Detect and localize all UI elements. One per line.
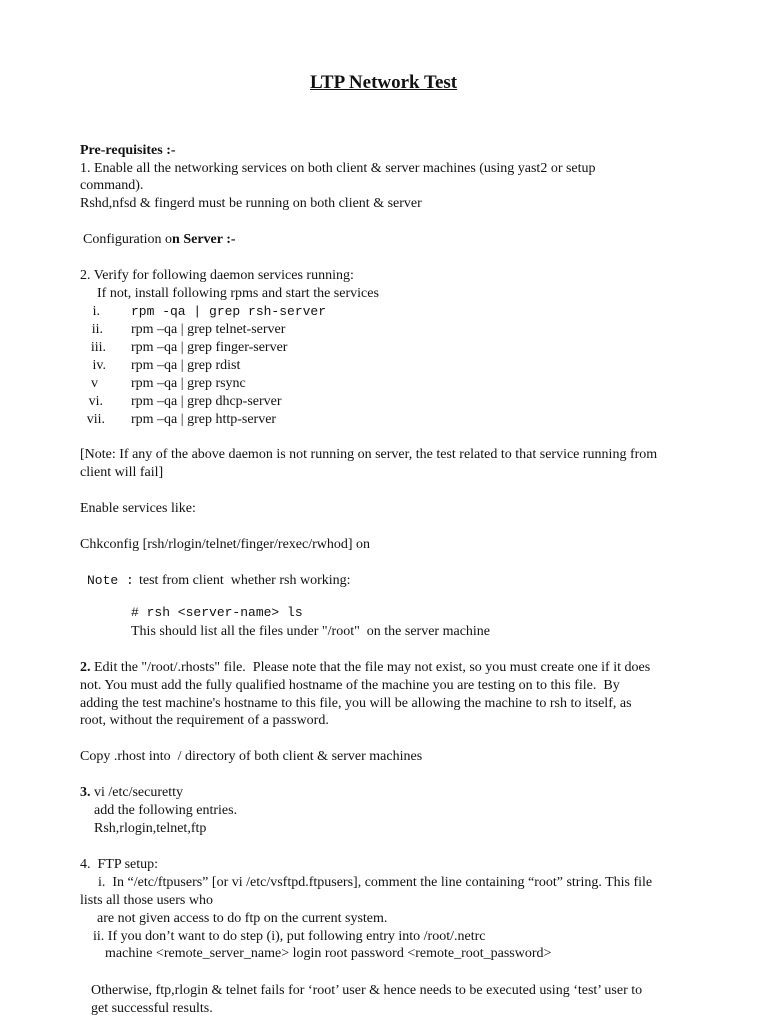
list-item-number: vii. bbox=[86, 412, 105, 427]
note-line-2: client will fail] bbox=[80, 465, 164, 480]
list-item-text: rpm –qa | grep telnet-server bbox=[131, 322, 286, 337]
rsh-command: # rsh <server-name> ls bbox=[131, 605, 303, 620]
list-item-number: ii. bbox=[91, 322, 103, 337]
step2b-line-2: not. You must add the fully qualified hostname of the machine you are testing on to this file. By bbox=[80, 678, 620, 693]
list-item-text: rpm –qa | grep rdist bbox=[131, 358, 241, 373]
note2-label: Note : bbox=[87, 573, 134, 588]
step2b-line-3: adding the test machine's hostname to this file, you will be allowing the machine to rsh to itself, as bbox=[80, 696, 632, 711]
step2-line-1: 2. Verify for following daemon services running: bbox=[80, 268, 354, 283]
note2-text: test from client whether rsh working: bbox=[139, 573, 351, 588]
list-item-text: rpm –qa | grep finger-server bbox=[131, 340, 288, 355]
prereq-line-1a: 1. Enable all the networking services on both client & server machines (using yast2 or setup bbox=[80, 161, 596, 176]
config-prefix: Configuration o bbox=[83, 232, 173, 247]
list-item-text: rpm -qa | grep rsh-server bbox=[131, 304, 327, 319]
step4-line-4: are not given access to do ftp on the current system. bbox=[97, 911, 388, 926]
list-item-number: i. bbox=[92, 304, 100, 319]
list-item-number: v bbox=[91, 376, 98, 391]
prereq-line-1b: command). bbox=[80, 178, 144, 193]
step3-number: 3. bbox=[80, 785, 91, 800]
page-title: LTP Network Test bbox=[310, 72, 458, 93]
step4-line-6: machine <remote_server_name> login root password <remote_root_password> bbox=[105, 946, 552, 961]
config-heading bbox=[83, 231, 236, 248]
list-item-text: rpm –qa | grep dhcp-server bbox=[131, 394, 282, 409]
step3-text: vi /etc/securetty bbox=[90, 785, 184, 800]
step3-line-1 bbox=[80, 784, 183, 801]
list-item-number: vi. bbox=[88, 394, 103, 409]
note-line-1: [Note: If any of the above daemon is not running on server, the test related to that service running from bbox=[80, 447, 658, 462]
prereq-heading: Pre-requisites :- bbox=[80, 143, 176, 158]
copy-line: Copy .rhost into / directory of both client & server machines bbox=[80, 749, 423, 764]
config-bold: n Server :- bbox=[172, 232, 236, 247]
list-item-text: rpm –qa | grep rsync bbox=[131, 376, 246, 391]
rsh-description: This should list all the files under "/root" on the server machine bbox=[131, 624, 491, 639]
otherwise-line-2: get successful results. bbox=[91, 1001, 213, 1016]
step4-line-5: ii. If you don’t want to do step (i), put following entry into /root/.netrc bbox=[93, 929, 486, 944]
step4-line-3: lists all those users who bbox=[80, 893, 213, 908]
step2b-line-4: root, without the requirement of a password. bbox=[80, 713, 329, 728]
step2b-number: 2. bbox=[80, 660, 91, 675]
prereq-line-2: Rshd,nfsd & fingerd must be running on both client & server bbox=[80, 196, 422, 211]
step3-line-2: add the following entries. bbox=[94, 803, 238, 818]
step3-line-3: Rsh,rlogin,telnet,ftp bbox=[94, 821, 207, 836]
list-item-text: rpm –qa | grep http-server bbox=[131, 412, 277, 427]
step2b-text: Edit the "/root/.rhosts" file. Please note that the file may not exist, so you must create one if it does bbox=[90, 660, 651, 675]
step4-line-1: 4. FTP setup: bbox=[80, 857, 159, 872]
step2b-line-1 bbox=[80, 659, 650, 676]
list-item-number: iii. bbox=[90, 340, 106, 355]
enable-line-1: Enable services like: bbox=[80, 501, 196, 516]
step2-line-2: If not, install following rpms and start the services bbox=[97, 286, 379, 301]
list-item-number: iv. bbox=[92, 358, 106, 373]
step4-line-2: i. In “/etc/ftpusers” [or vi /etc/vsftpd.ftpusers], comment the line containing “root” string. This file bbox=[98, 875, 653, 890]
otherwise-line-1: Otherwise, ftp,rlogin & telnet fails for ‘root’ user & hence needs to be executed using ‘test’ user to bbox=[91, 983, 643, 998]
enable-line-2: Chkconfig [rsh/rlogin/telnet/finger/rexec/rwhod] on bbox=[80, 537, 371, 552]
